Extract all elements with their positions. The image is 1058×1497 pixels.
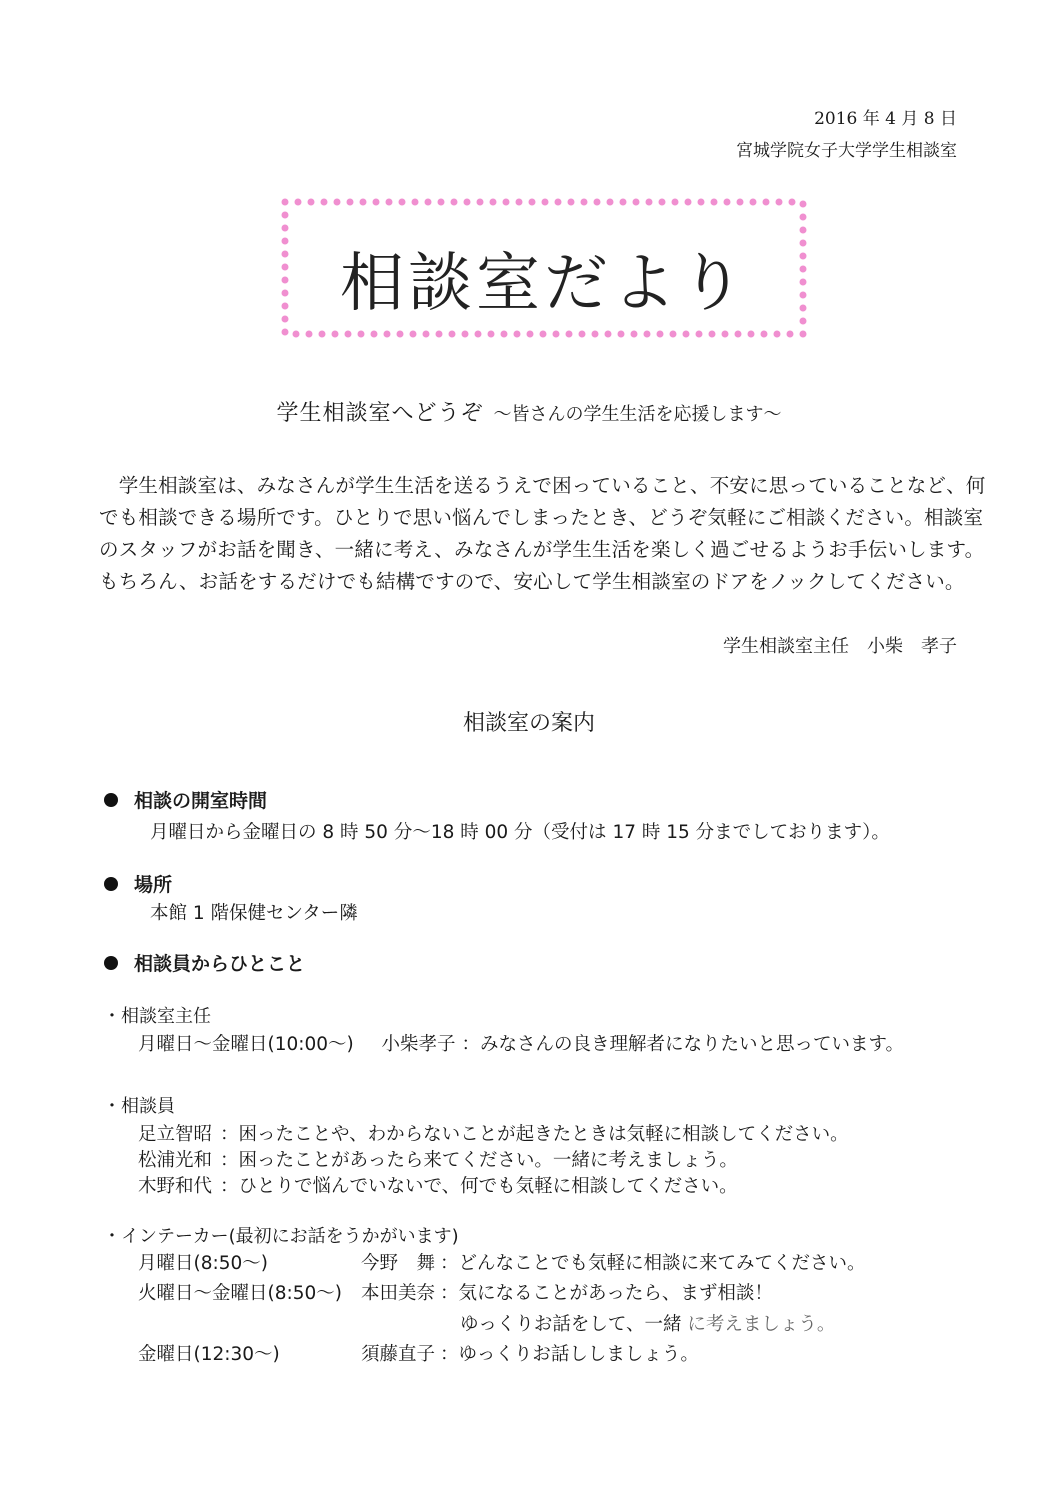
counselor-message: ：ひとりで悩んでいないで、何でも気軽に相談してください。 xyxy=(220,1176,738,1197)
intake-schedule: 火曜日～金曜日(8:50～) xyxy=(138,1283,342,1304)
bullet-icon xyxy=(104,877,118,891)
bullet-icon xyxy=(104,793,118,807)
intro-line: のスタッフがお話を聞き、一緒に考え、みなさんが学生生活を楽しく過ごせるようお手伝いします。 xyxy=(99,538,985,561)
welcome-main: 学生相談室へどうぞ xyxy=(276,401,484,426)
intake-schedule: 金曜日(12:30～) xyxy=(138,1344,280,1365)
location-heading: 場所 xyxy=(104,870,172,897)
section-title: 相談室の案内 xyxy=(462,711,595,736)
chief-schedule: 月曜日～金曜日(10:00～) xyxy=(138,1034,354,1055)
intake-message: ：気になることがあったら、まず相談！ xyxy=(440,1283,773,1304)
chief-label: ・相談室主任 xyxy=(103,1006,211,1027)
date: 2016 年 4 月 8 日 xyxy=(814,109,957,129)
intro-paragraph xyxy=(99,470,986,598)
intake-message-continuation: ゆっくりお話をして、一緒 に考えましょう。 xyxy=(460,1314,836,1335)
intro-line: もちろん、お話をするだけでも結構ですので、安心して学生相談室のドアをノックしてください。 xyxy=(99,570,965,593)
chief-name: 小柴孝子 xyxy=(381,1034,456,1055)
chief-row xyxy=(138,1030,904,1056)
messages-heading: 相談員からひとこと xyxy=(104,949,305,976)
welcome-line xyxy=(0,396,1058,427)
counselor-name: 松浦光和 xyxy=(138,1150,213,1171)
counselor-row xyxy=(138,1120,849,1146)
counselor-message: ：困ったことがあったら来てください。一緒に考えましょう。 xyxy=(220,1150,738,1171)
intake-label: ・インテーカー(最初にお話をうかがいます) xyxy=(103,1226,459,1247)
newsletter-title: 相談室だより xyxy=(340,247,748,321)
signature: 学生相談室主任 小柴 孝子 xyxy=(723,636,957,657)
hours-heading: 相談の開室時間 xyxy=(104,786,267,813)
intake-message: ：どんなことでも気軽に相談に来てみてください。 xyxy=(440,1253,866,1274)
welcome-sub: ～皆さんの学生生活を応援します～ xyxy=(493,404,782,425)
intro-line: でも相談できる場所です。ひとりで思い悩んでしまったとき、どうぞ気軽にご相談ください。相談室 xyxy=(99,506,984,529)
counselor-row xyxy=(138,1172,738,1198)
chief-message: ：みなさんの良き理解者になりたいと思っています。 xyxy=(461,1034,904,1055)
title-frame xyxy=(281,198,807,338)
counselor-message: ：困ったことや、わからないことが起きたときは気軽に相談してください。 xyxy=(220,1124,849,1145)
intake-name: 今野 舞 xyxy=(361,1253,436,1274)
hours-text: 月曜日から金曜日の 8 時 50 分～18 時 00 分（受付は 17 時 15 分までしております）。 xyxy=(150,822,890,843)
intro-line: 学生相談室は、みなさんが学生生活を送るうえで困っていること、不安に思っていることなど、何 xyxy=(99,474,986,497)
intake-name: 須藤直子 xyxy=(361,1344,436,1365)
location-text: 本館 1 階保健センター隣 xyxy=(150,903,358,924)
bullet-icon xyxy=(104,956,118,970)
counselors-label: ・相談員 xyxy=(103,1096,175,1117)
organization-name: 宮城学院女子大学学生相談室 xyxy=(736,141,957,161)
counselor-name: 木野和代 xyxy=(138,1176,213,1197)
counselor-name: 足立智昭 xyxy=(138,1124,213,1145)
counselor-row xyxy=(138,1146,738,1172)
intake-message: ：ゆっくりお話ししましょう。 xyxy=(440,1344,699,1365)
intake-schedule: 月曜日(8:50～) xyxy=(138,1253,268,1274)
intake-name: 本田美奈 xyxy=(361,1283,436,1304)
